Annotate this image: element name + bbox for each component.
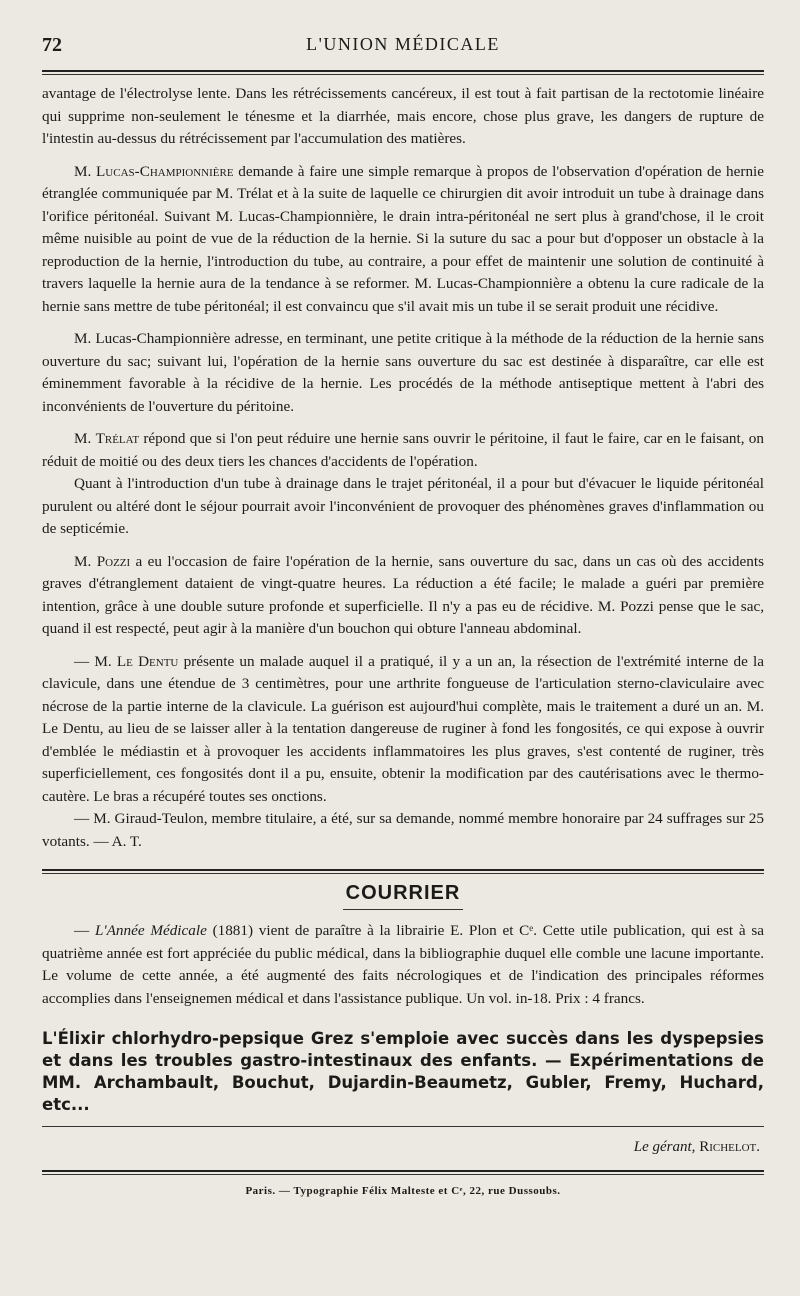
section-title-underline	[343, 909, 463, 910]
paragraph-lead: M.	[74, 552, 97, 570]
advertisement	[42, 1028, 764, 1116]
paragraph-text: répond que si l'on peut réduire une hernie sans ouvrir le péritoine, il faut le faire, car en le faisant, on réduit de moitié ou des deux tiers les chances d'accidents de l'opération.	[42, 430, 764, 470]
paragraph-text: — M. Giraud-Teulon, membre titulaire, a été, sur sa demande, nommé membre honoraire par 24 suffrages sur 25 votants. — A. T.	[42, 810, 764, 850]
paragraph	[42, 473, 764, 541]
paragraph-lead: —	[74, 922, 95, 939]
journal-title: L'UNION MÉDICALE	[306, 34, 500, 54]
paragraph	[42, 428, 764, 473]
journal-page	[42, 26, 764, 1276]
paragraph	[42, 651, 764, 809]
paragraph-lead: — M.	[74, 652, 117, 670]
paragraph	[42, 808, 764, 853]
signature-role: Le gérant,	[633, 1139, 696, 1155]
courrier-section	[42, 869, 764, 1010]
paragraph-text: présente un malade auquel il a pratiqué, il y a un an, la résection de l'extrémité interne de la clavicule, dans une étendue de 3 centimètres, pour une arthrite fongueuse de l'articulation sterno-claviculaire avec nécrose de la partie interne de la clavicule. La guérison est aujourd'hui complète, mais le traitement a duré un an. M. Le Dentu, au lieu de se laisser aller à la tentation dangereuse de ruginer à fond les fongosités, ce qui expose à ouvrir d'emblée le médiastin et à provoquer les accidents inflammatoires les plus graves, s'est contenté de ruginer, très superficiellement, ces fongosités dont il a pu, ensuite, obtenir la modification par des cautérisations avec le thermo-cautère. Le bras a récupéré toutes ses onctions.	[42, 652, 764, 805]
paragraph	[42, 161, 764, 319]
paragraph	[42, 328, 764, 418]
paragraph-lead: M.	[74, 430, 96, 447]
courrier-paragraph	[42, 920, 764, 1010]
paragraph-text: a eu l'occasion de faire l'opération de la hernie, sans ouverture du sac, dans un cas où des accidents graves d'étranglement dataient de vingt-quatre heures. La réduction a été facile; le malade a guéri par première intention, grâce à une double suture profonde et superficielle. Il n'y a pas eu de récidive. M. Pozzi pense que le sac, quand il est respecté, peut agir à la manière d'un bouchon qui obture l'anneau abdominal.	[42, 552, 764, 637]
signature	[42, 1139, 764, 1156]
speaker-name: Trélat	[95, 430, 140, 447]
paragraph-text: demande à faire une simple remarque à propos de l'observation d'opération de hernie étranglée communiquée par M. Trélat et à la suite de laquelle ce chirurgien dit avoir introduit un tube à drainage dans l'orifice péritonéal. Suivant M. Lucas-Championnière, le drain intra-péritonéal ne sert plus à grand'chose, il le croit même nuisible au point de vue de la réduction de la hernie. Si la suture du sac a pour but d'opposer un obstacle à la reproduction de la hernie, l'introduction du tube, au contraire, a pour effet de maintenir une solution de continuité à travers laquelle la hernie aura de la tendance à se reformer. M. Lucas-Championnière a obtenu la cure radicale de la hernie sans mettre de tube péritonéal; il est convaincu que s'il avait mis un tube il se serait produit une récidive.	[42, 162, 764, 315]
speaker-name: Pozzi	[96, 552, 131, 570]
footer-rule-thin	[42, 1174, 764, 1175]
section-rule-thin	[42, 873, 764, 874]
footer-rule	[42, 1170, 764, 1172]
running-head	[42, 26, 764, 60]
page-number: 72	[42, 34, 62, 56]
header-rule	[42, 70, 764, 72]
speaker-name: Le Dentu	[116, 652, 179, 670]
paragraph-text: (1881) vient de paraître à la librairie E. Plon et Cᵉ. Cette utile publication, qui est à sa quatrième année est fort appréciée du public médical, dans la bibliographie duquel elle comble une lacune importante. Le volume de cette année, a été augmenté des faits nécrologiques et de l'indication des principales réformes accomplies dans l'enseignemen médical et dans l'assistance publique. Un vol. in-18. Prix : 4 francs.	[42, 922, 764, 1007]
section-title: COURRIER	[345, 882, 461, 904]
advertisement-text: L'Élixir chlorhydro-pepsique Grez s'emploie avec succès dans les dyspepsies et dans les troubles gastro-intestinaux des enfants. — Expérimentations de MM. Archambault, Bouchut, Dujardin-Beaumetz, Gubler, Fremy, Huchard, etc...	[42, 1029, 764, 1114]
paragraph-text: Quant à l'introduction d'un tube à drainage dans le trajet péritonéal, il a pour but d'évacuer le liquide péritonéal purulent ou altéré dont le séjour pourrait avoir l'inconvénient de provoquer des phénomènes graves d'inflammation ou de septicémie.	[42, 475, 764, 537]
paragraph	[42, 83, 764, 151]
paragraph-text: M. Lucas-Championnière adresse, en terminant, une petite critique à la méthode de la réduction de la hernie sans ouverture du sac; suivant lui, l'opération de la hernie sans ouverture du sac est destinée à disparaître, car elle est éminemment favorable à la récidive de la hernie. Les procédés de la méthode antiseptique mettent à l'abri des inconvénients de l'ouverture du péritoine.	[42, 330, 764, 415]
speaker-name: Lucas-Championnière	[96, 162, 234, 180]
advertisement-rule	[42, 1126, 764, 1127]
paragraph-text: avantage de l'électrolyse lente. Dans les rétrécissements cancéreux, il est tout à fait partisan de la rectotomie linéaire qui supprime non-seulement le ténesme et la diarrhée, mais encore, chose plus grave, les dangers de rupture de l'intestin au-dessus du rétrécissement par l'accumulation des matières.	[42, 85, 764, 147]
paragraph-lead: M.	[74, 162, 97, 180]
paragraph	[42, 551, 764, 641]
book-title: L'Année Médicale	[94, 922, 207, 939]
signature-name: Richelot.	[699, 1139, 760, 1155]
section-rule	[42, 869, 764, 871]
printer-imprint: Paris. — Typographie Félix Malteste et Cᵉ, 22, rue Dussoubs.	[245, 1185, 561, 1197]
